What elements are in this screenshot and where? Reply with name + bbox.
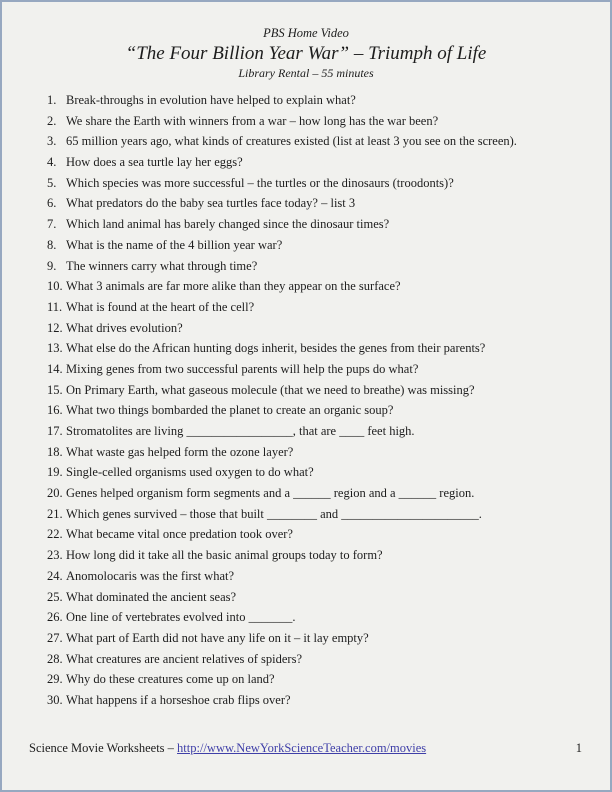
question-item xyxy=(47,446,590,459)
page-footer xyxy=(29,741,582,755)
question-text: Why do these creatures come up on land? xyxy=(66,672,275,687)
question-item xyxy=(47,342,590,355)
question-number: 12. xyxy=(47,320,63,335)
question-number: 1. xyxy=(47,93,57,107)
question-text: What 3 animals are far more alike than they appear on the surface? xyxy=(66,279,401,294)
question-number: 21. xyxy=(47,506,63,521)
question-item xyxy=(47,239,590,252)
question-text: 65 million years ago, what kinds of creatures existed (list at least 3 you see on the screen). xyxy=(66,134,517,149)
question-item xyxy=(47,632,590,645)
footer-label: Science Movie Worksheets – xyxy=(29,741,178,755)
question-text: Mixing genes from two successful parents will help the pups do what? xyxy=(66,361,419,376)
question-number: 30. xyxy=(47,692,63,707)
question-text: What drives evolution? xyxy=(66,320,183,335)
question-number: 3. xyxy=(47,134,57,149)
question-number: 17. xyxy=(47,424,63,438)
question-text: Which land animal has barely changed since the dinosaur times? xyxy=(66,217,390,232)
question-text: What creatures are ancient relatives of spiders? xyxy=(66,651,302,666)
question-text: Single-celled organisms used oxygen to do what? xyxy=(66,465,314,480)
question-number: 27. xyxy=(47,630,63,645)
question-number: 9. xyxy=(47,258,57,273)
question-item xyxy=(47,611,590,624)
question-item xyxy=(47,301,590,314)
question-number: 26. xyxy=(47,610,63,625)
question-text: On Primary Earth, what gaseous molecule (that we need to breathe) was missing? xyxy=(66,382,475,397)
question-item xyxy=(47,487,590,500)
question-number: 6. xyxy=(47,196,57,211)
rental-info: Library Rental – 55 minutes xyxy=(238,66,374,80)
question-number: 11. xyxy=(47,299,63,314)
question-number: 16. xyxy=(47,403,63,418)
footer-credit xyxy=(29,741,426,755)
question-text: The winners carry what through time? xyxy=(66,258,258,273)
page-number: 1 xyxy=(575,741,582,755)
question-item xyxy=(47,280,590,293)
question-item xyxy=(47,218,590,231)
question-number: 7. xyxy=(47,217,57,232)
question-number: 10. xyxy=(47,279,63,294)
question-item xyxy=(47,549,590,562)
question-text: What is the name of the 4 billion year war? xyxy=(66,237,283,252)
question-text: Genes helped organism form segments and a ______ region and a ______ region. xyxy=(66,486,475,501)
page-title: “The Four Billion Year War” – Triumph of Life xyxy=(125,43,487,64)
question-text: What else do the African hunting dogs inherit, besides the genes from their parents? xyxy=(66,341,486,356)
question-text: What dominated the ancient seas? xyxy=(66,589,237,604)
question-item xyxy=(47,694,590,707)
question-item xyxy=(47,322,590,335)
question-text: How long did it take all the basic animal groups today to form? xyxy=(66,548,383,563)
question-text: What two things bombarded the planet to create an organic soup? xyxy=(66,403,394,418)
question-number: 5. xyxy=(47,175,57,190)
question-number: 20. xyxy=(47,486,63,501)
question-number: 29. xyxy=(47,672,63,687)
question-text: What part of Earth did not have any life on it – it lay empty? xyxy=(66,630,369,645)
question-text: Break-throughs in evolution have helped to explain what? xyxy=(66,93,356,107)
question-text: What is found at the heart of the cell? xyxy=(66,299,255,314)
question-number: 4. xyxy=(47,155,57,170)
question-number: 13. xyxy=(47,341,63,356)
question-number: 23. xyxy=(47,548,63,563)
question-number: 24. xyxy=(47,568,63,583)
question-item xyxy=(47,135,590,148)
question-number: 14. xyxy=(47,361,63,376)
question-text: Which genes survived – those that built ________ and ______________________. xyxy=(66,506,482,521)
question-text: Anomolocaris was the first what? xyxy=(66,568,235,583)
question-item xyxy=(47,570,590,583)
question-item xyxy=(47,197,590,210)
question-number: 28. xyxy=(47,651,63,666)
question-number: 22. xyxy=(47,527,63,542)
question-item xyxy=(47,177,590,190)
video-publisher: PBS Home Video xyxy=(263,26,349,40)
question-text: We share the Earth with winners from a war – how long has the war been? xyxy=(66,113,439,128)
question-text: What waste gas helped form the ozone layer? xyxy=(66,444,294,459)
question-text: What happens if a horseshoe crab flips over? xyxy=(66,692,291,707)
question-number: 2. xyxy=(47,113,57,128)
page-header xyxy=(2,2,610,81)
question-number: 25. xyxy=(47,589,63,604)
question-item xyxy=(47,591,590,604)
question-number: 15. xyxy=(47,382,63,397)
question-item xyxy=(47,156,590,169)
question-number: 18. xyxy=(47,444,63,459)
question-item xyxy=(47,673,590,686)
question-number: 19. xyxy=(47,465,63,480)
question-number: 8. xyxy=(47,237,57,252)
question-item xyxy=(47,363,590,376)
question-text: What predators do the baby sea turtles face today? – list 3 xyxy=(66,196,356,211)
question-item xyxy=(47,260,590,273)
question-list xyxy=(2,94,610,707)
question-item xyxy=(47,528,590,541)
question-text: Which species was more successful – the turtles or the dinosaurs (troodonts)? xyxy=(66,175,454,190)
question-item xyxy=(47,404,590,417)
question-item xyxy=(47,94,590,107)
footer-link[interactable]: http://www.NewYorkScienceTeacher.com/movies xyxy=(177,741,427,755)
question-item xyxy=(47,384,590,397)
question-text: Stromatolites are living _________________, that are ____ feet high. xyxy=(66,424,415,438)
question-text: One line of vertebrates evolved into _______. xyxy=(66,610,296,625)
question-text: What became vital once predation took over? xyxy=(66,527,293,542)
question-item xyxy=(47,115,590,128)
question-item xyxy=(47,425,590,438)
question-item xyxy=(47,508,590,521)
question-text: How does a sea turtle lay her eggs? xyxy=(66,155,243,170)
question-item xyxy=(47,653,590,666)
question-item xyxy=(47,466,590,479)
